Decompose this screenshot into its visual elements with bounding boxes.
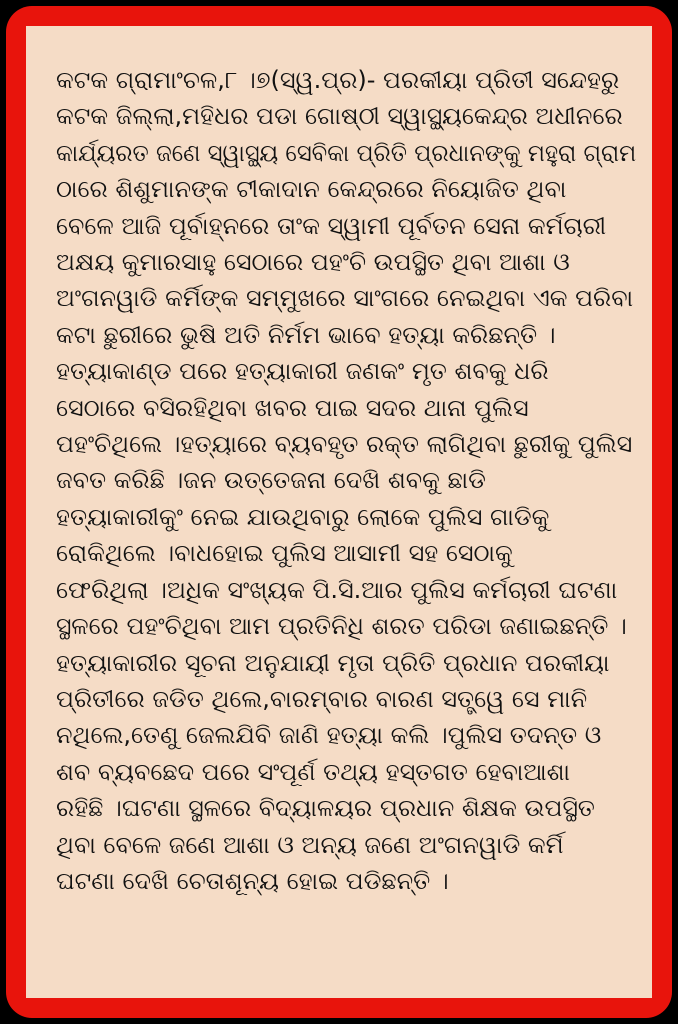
- article-line: ଶବ ବ୍ୟବଛେଦ ପରେ ସଂପୂର୍ଣ ତଥ୍ୟ ହସ୍ତଗତ ହେବାଆଶା: [56, 757, 570, 786]
- article-line: ନଥିଲେ,ତେଣୁ ଜେଲଯିବି ଜାଣି ହତ୍ୟା କଲି ।ପୁଲିସ ତଦନ୍ତ ଓ: [56, 721, 602, 750]
- article-line: ଠାରେ ଶିଶୁମାନଙ୍କ ଟୀକାଦାନ କେନ୍ଦ୍ରରେ ନିୟୋଜିତ ଥିବା: [56, 175, 567, 204]
- article-line: ପ୍ରିତୀରେ ଜଡିତ ଥିଲେ,ବାରମ୍ବାର ବାରଣ ସତ୍ତ୍ୱେ ସେ ମାନି: [56, 684, 588, 713]
- article-line: ସ୍ଥଳରେ ପହଂଚିଥିବା ଆମ ପ୍ରତିନିଧି ଶରତ ପରିଡା ଜଣାଇଛନ୍ତି ।: [56, 612, 627, 641]
- article-line: ହତ୍ୟାକାଣ୍ଡ ପରେ ହତ୍ୟାକାରୀ ଜଣକଂ ମୃତ ଶବକୁ ଧରି: [56, 357, 549, 386]
- article-line: କଟକ ଗ୍ରାମାଂଚଳ,୮ ।୭(ସ୍ୱ.ପ୍ର)- ପରକୀୟା ପ୍ରିତୀ ସନ୍ଦେହରୁ: [56, 66, 620, 94]
- article-card: [26, 26, 652, 998]
- article-line: ହତ୍ୟାକାରୀକୁଂ ନେଇ ଯାଉଥିବାରୁ ଲୋକେ ପୁଲିସ ଗାଡିକୁ: [56, 502, 550, 531]
- article-line: ଘଟଣା ଦେଖି ଚେତାଶୂନ୍ୟ ହୋଇ ପଡିଛନ୍ତି ।: [56, 866, 449, 895]
- article-line: କଟା ଛୁରୀରେ ଭୁଷି ଅତି ନିର୍ମମ ଭାବେ ହତ୍ୟା କରିଛନ୍ତି ।: [56, 320, 556, 349]
- article-line: ସେଠାରେ ବସିରହିଥିବା ଖବର ପାଇ ସଦର ଥାନା ପୁଲିସ: [56, 393, 529, 422]
- article-line: ରୋକିଥିଲେ ।ବାଧହୋଇ ପୁଲିସ ଆସାମୀ ସହ ସେଠାକୁ: [56, 539, 513, 568]
- news-article-text: [56, 62, 636, 899]
- article-line: ହତ୍ୟାକାରୀର ସୂଚନା ଅନୁଯାୟୀ ମୃତା ପ୍ରିତି ପ୍ରଧାନ ପରକୀୟା: [56, 648, 610, 677]
- article-line: ବେଳେ ଆଜି ପୂର୍ବାହ୍ନରେ ତାଂକ ସ୍ୱାମୀ ପୂର୍ବତନ ସେନା କର୍ମଚାରୀ: [56, 211, 607, 240]
- article-line: ରହିଛି ।ଘଟଣା ସ୍ଥଳରେ ବିଦ୍ୟାଳୟର ପ୍ରଧାନ ଶିକ୍ଷକ ଉପସ୍ଥିତ: [56, 794, 595, 823]
- article-line: ଅଂଗନୱାଡି କର୍ମିଙ୍କ ସମ୍ମୁଖରେ ସାଂଗରେ ନେଇଥିବା ଏକ ପରିବା: [56, 284, 634, 313]
- article-line: ଫେରିଥିଲା ।ଅଧିକ ସଂଖ୍ୟକ ପି.ସି.ଆର ପୁଲିସ କର୍ମଚାରୀ ଘଟଣା: [56, 575, 618, 604]
- article-line: ପହଂଚିଥିଲେ ।ହତ୍ୟାରେ ବ୍ୟବହୃତ ରକ୍ତ ଲାଗିଥିବା ଛୁରୀକୁ ପୁଲିସ: [56, 430, 633, 459]
- article-line: ଥିବା ବେଳେ ଜଣେ ଆଶା ଓ ଅନ୍ୟ ଜଣେ ଅଂଗନୱାଡି କର୍ମି: [56, 830, 564, 859]
- red-border-frame: [6, 6, 672, 1018]
- article-line: କଟକ ଜିଲ୍ଲା,ମହିଧର ପଡା ଗୋଷ୍ଠୀ ସ୍ୱାସ୍ଥ୍ୟକେନ୍ଦ୍ର ଅଧୀନରେ: [56, 102, 623, 131]
- article-line: କାର୍ଯ୍ୟରତ ଜଣେ ସ୍ୱାସ୍ଥ୍ୟ ସେବିକା ପ୍ରିତି ପ୍ରଧାନଙ୍କୁ ମହୁରା ଗ୍ରାମ: [56, 138, 637, 167]
- article-line: ଅକ୍ଷୟ କୁମାରସାହୁ ସେଠାରେ ପହଂଚି ଉପସ୍ଥିତ ଥିବା ଆଶା ଓ: [56, 248, 570, 277]
- article-line: ଜବତ କରିଛି ।ଜନ ଉତ୍ତେଜନା ଦେଖି ଶବକୁ ଛାଡି: [56, 466, 486, 495]
